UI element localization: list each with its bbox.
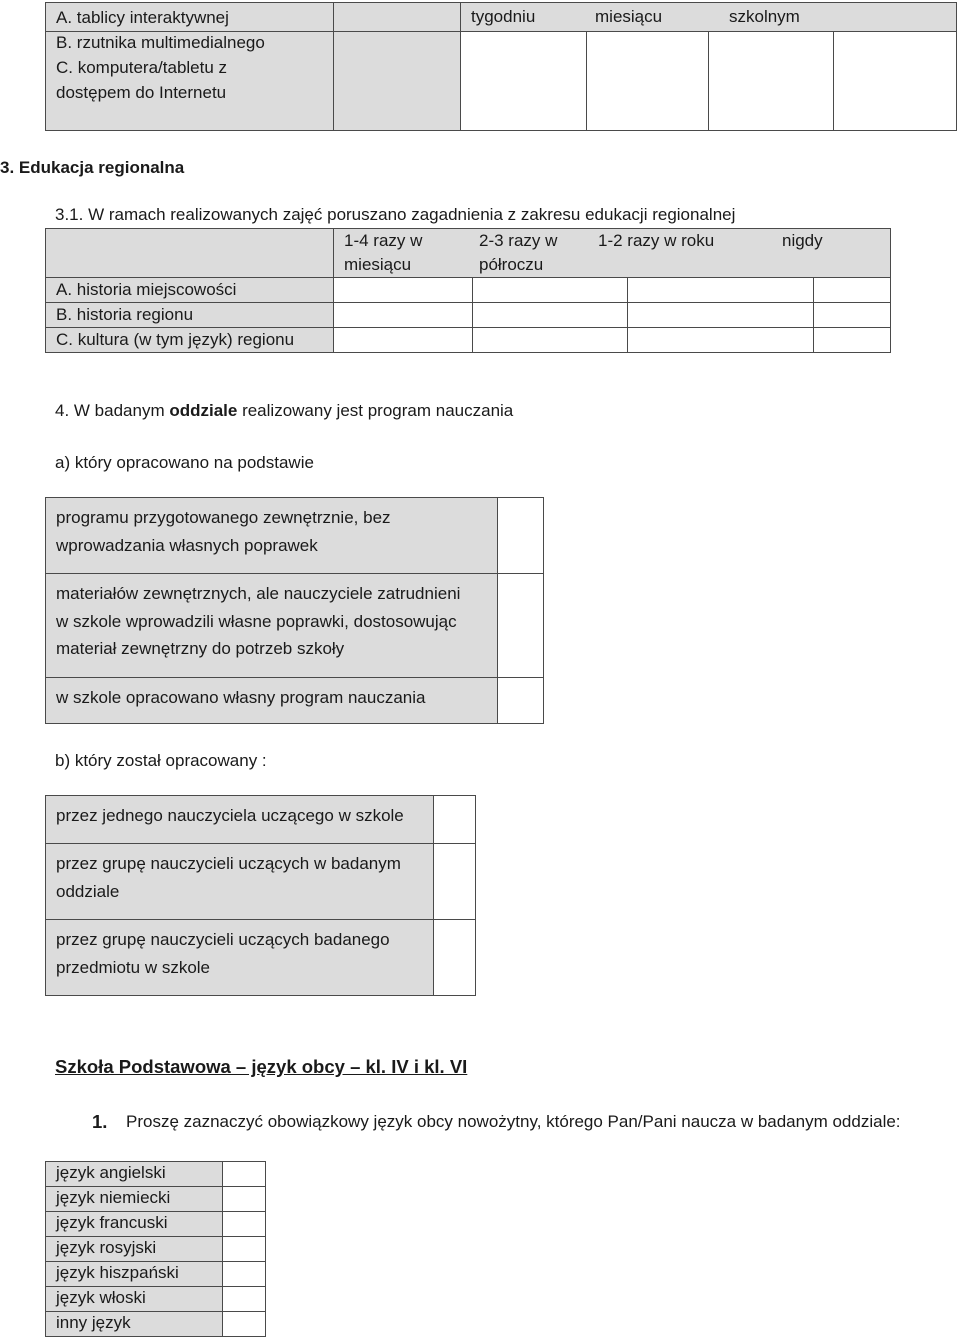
checkbox-cell[interactable]: [434, 920, 476, 996]
media-labels-cell: [46, 8, 334, 131]
question-1-number: 1.: [92, 1111, 108, 1132]
school-section-title: Szkoła Podstawowa – język obcy – kl. IV i kl. VI: [55, 1056, 468, 1077]
checkbox-cell[interactable]: [473, 303, 628, 328]
checkbox-cell[interactable]: [814, 328, 891, 353]
header-2-3-line2: półroczu: [479, 255, 544, 274]
header-szkolnym: szkolnym: [729, 7, 800, 26]
regional-row-label: C. kultura (w tym język) regionu: [46, 328, 334, 353]
language-table: [45, 1161, 266, 1337]
checkbox-cell[interactable]: [473, 278, 628, 303]
header-2-3-line1: 2-3 razy w: [479, 231, 558, 250]
language-label: język włoski: [46, 1287, 223, 1312]
section-3-heading: 3. Edukacja regionalna: [0, 158, 185, 177]
checkbox-cell[interactable]: [473, 328, 628, 353]
header-1-2-roku: 1-2 razy w roku: [598, 231, 715, 250]
program-source-table: [45, 497, 544, 724]
checkbox-cell[interactable]: [223, 1312, 266, 1337]
regional-header-cell: [334, 229, 891, 278]
regional-row-label: B. historia regionu: [46, 303, 334, 328]
header-1-4-line1: 1-4 razy w: [344, 231, 423, 250]
language-label: inny język: [46, 1312, 223, 1337]
question-3-1: 3.1. W ramach realizowanych zajęć poruszano zagadnienia z zakresu edukacji regionalnej: [55, 205, 736, 224]
checkbox-cell[interactable]: [709, 32, 834, 131]
language-label: język rosyjski: [46, 1237, 223, 1262]
header-empty-cell: [334, 3, 461, 32]
checkbox-cell[interactable]: [223, 1212, 266, 1237]
checkbox-cell[interactable]: [223, 1287, 266, 1312]
checkbox-cell[interactable]: [334, 328, 473, 353]
checkbox-cell[interactable]: [434, 796, 476, 844]
media-frequency-table: [45, 2, 957, 131]
header-tygodniu: tygodniu: [471, 7, 536, 26]
option-a3: w szkole opracowano własny program nauczania: [46, 678, 498, 724]
language-label: język francuski: [46, 1212, 223, 1237]
checkbox-cell[interactable]: [334, 303, 473, 328]
question-4b-label: b) który został opracowany :: [55, 751, 267, 770]
checkbox-cell[interactable]: [814, 278, 891, 303]
media-row-a: A. tablicy interaktywnej: [56, 8, 229, 27]
option-b1: przez jednego nauczyciela uczącego w szkole: [46, 796, 434, 844]
regional-header-empty: [46, 229, 334, 278]
checkbox-cell[interactable]: [814, 303, 891, 328]
checkbox-cell[interactable]: [834, 32, 957, 131]
checkbox-cell[interactable]: [461, 32, 587, 131]
header-miesiacu: miesiącu: [595, 7, 663, 26]
checkbox-cell[interactable]: [628, 278, 814, 303]
media-gray-cell: [334, 32, 461, 131]
checkbox-cell[interactable]: [434, 844, 476, 920]
checkbox-cell[interactable]: [498, 574, 544, 678]
checkbox-cell[interactable]: [587, 32, 709, 131]
checkbox-cell[interactable]: [628, 328, 814, 353]
media-row-c: C. komputera/tabletu z: [56, 58, 228, 77]
checkbox-cell[interactable]: [223, 1162, 266, 1187]
option-b3: przez grupę nauczycieli uczących badanego przedmiotu w szkole: [46, 920, 434, 996]
language-label: język niemiecki: [46, 1187, 223, 1212]
question-1-text: Proszę zaznaczyć obowiązkowy język obcy nowożytny, którego Pan/Pani naucza w badanym oddziale:: [126, 1112, 901, 1131]
media-row-b: B. rzutnika multimedialnego: [56, 33, 265, 52]
header-nigdy: nigdy: [782, 231, 823, 250]
program-author-table: [45, 795, 476, 996]
checkbox-cell[interactable]: [223, 1237, 266, 1262]
media-row-c-cont: dostępem do Internetu: [56, 83, 227, 102]
regional-row-label: A. historia miejscowości: [46, 278, 334, 303]
question-4a-label: a) który opracowano na podstawie: [55, 453, 314, 472]
checkbox-cell[interactable]: [223, 1187, 266, 1212]
question-4: 4. W badanym oddziale realizowany jest program nauczania: [55, 401, 514, 420]
regional-education-table: [45, 228, 891, 353]
option-a1: programu przygotowanego zewnętrznie, bez wprowadzania własnych poprawek: [46, 498, 498, 574]
checkbox-cell[interactable]: [628, 303, 814, 328]
checkbox-cell[interactable]: [334, 278, 473, 303]
language-label: język hiszpański: [46, 1262, 223, 1287]
header-1-4-line2: miesiącu: [344, 255, 412, 274]
checkbox-cell[interactable]: [223, 1262, 266, 1287]
option-a2: materiałów zewnętrznych, ale nauczyciele zatrudnieni w szkole wprowadzili własne poprawki, dostosowując materiał zewnętrzny do potrzeb szkoły: [46, 574, 498, 678]
checkbox-cell[interactable]: [498, 498, 544, 574]
option-b2: przez grupę nauczycieli uczących w badanym oddziale: [46, 844, 434, 920]
checkbox-cell[interactable]: [498, 678, 544, 724]
language-label: język angielski: [46, 1162, 223, 1187]
media-header-cell: [461, 3, 957, 32]
